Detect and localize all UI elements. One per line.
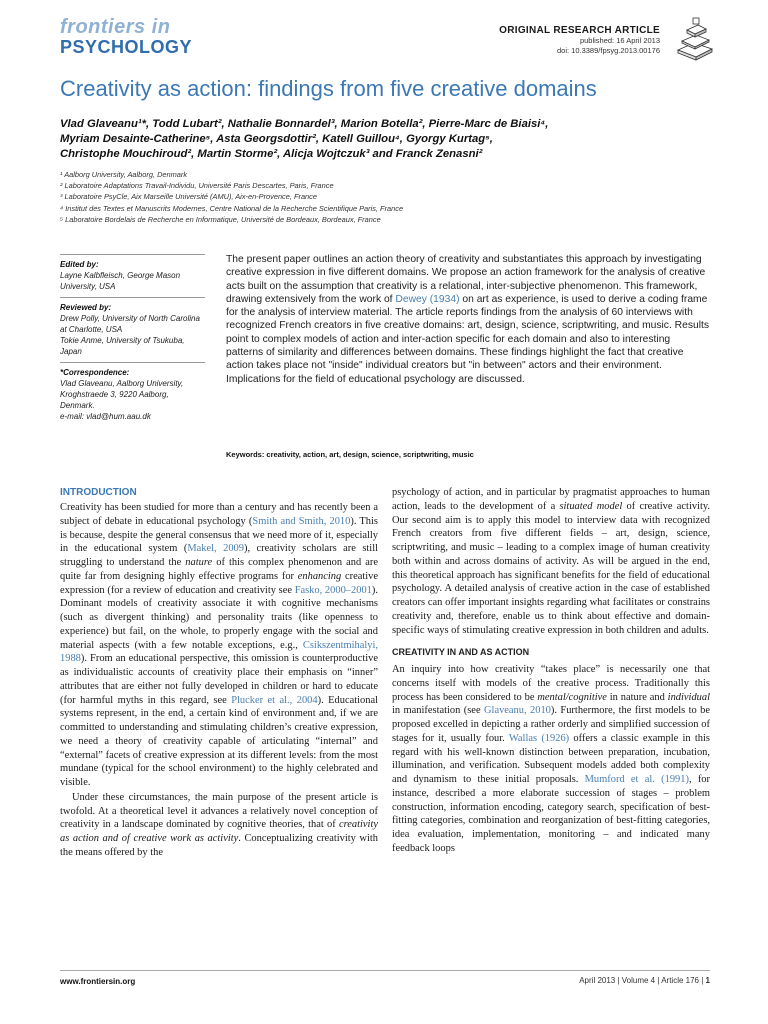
affiliation-item: ⁴ Institut des Textes et Manuscrits Modernes, Centre National de la Recherche Scientifique Paris, France: [60, 203, 404, 213]
abstract: [226, 253, 710, 386]
divider: [60, 254, 205, 255]
journal-logo[interactable]: [60, 17, 192, 56]
body-column-left: [60, 501, 378, 860]
divider: [60, 297, 205, 298]
section-heading-introduction: INTRODUCTION: [60, 487, 137, 498]
body-text: . Conceptualizing creativity with the means offered by the: [60, 833, 378, 858]
reviewer-name: Drew Polly, University of North Carolina at Charlotte, USA: [60, 314, 200, 334]
affiliation-item: ¹ Aalborg University, Aalborg, Denmark: [60, 170, 188, 179]
frontiers-stack-icon: [672, 16, 716, 62]
article-meta: [499, 25, 660, 56]
body-text: ). Furthermore, the first models to be proposed excelled in depicting a rather orderly and simplified succession of stages for it, usually four.: [392, 705, 710, 744]
body-text: ). Educational systems represent, in the end, a certain kind of environment and, if we are committed to understanding and stimulating children’s creative expression, we need a theory of creativity capable of articulating “internal” and “external” facets of creative expression at its different levels: from the most mundane (typical for the school environment) to the highly celebrated and visible.: [60, 694, 378, 788]
paragraph: [60, 791, 378, 860]
body-text: ). This is because, despite the general consensus that we need more of it, especially in the educational system (: [60, 515, 378, 555]
emphasis: creativity as action and of creative work as activity: [60, 819, 378, 844]
affiliation-item: ³ Laboratoire PsyCle, Aix Marseille Université (AMU), Aix-en-Provence, France: [60, 192, 317, 202]
editor-name: Layne Kalbfleisch, George Mason University, USA: [60, 270, 181, 291]
journal-name-line2: PSYCHOLOGY: [60, 37, 193, 57]
emphasis: situated model: [559, 500, 623, 512]
emphasis: nature: [185, 557, 213, 568]
body-text: psychology of action, and in particular by pragmatist approaches to human action, leads to the development of a: [392, 487, 710, 512]
footer-divider: [60, 970, 710, 971]
author-line[interactable]: Vlad Glaveanu¹*, Todd Lubart², Nathalie Bonnardel³, Marion Botella², Pierre-Marc de Biaisi⁴,: [60, 118, 549, 130]
subsection-heading: CREATIVITY IN AND AS ACTION: [392, 647, 530, 658]
body-text: Under these circumstances, the main purpose of the present article is twofold. At a theoretical level it advances a relatively novel conception of creativity in a landscape dominated by cognitive theories, that of: [60, 791, 378, 831]
journal-name-line1: frontiers in: [60, 16, 171, 38]
divider: [60, 362, 205, 363]
paragraph: [392, 663, 710, 856]
abstract-text: The present paper outlines an action theory of creativity and substantiates this approach by investigating creative expression in five different domains. We propose an action framework for the analysis of creative acts built on the assumption that creativity is a relational, inter-subjective phenomenon. This framework, drawing extensively from the work of: [226, 254, 706, 305]
body-text: An inquiry into how creativity “takes place” is necessarily one that concerns itself with models of the creative process. Traditionally this process has been considered to be: [392, 664, 710, 703]
correspondence-label: *Correspondence:: [60, 368, 130, 378]
abstract-text: on art as experience, is used to derive a coding frame for the analysis of interview material. The article reports findings from the analysis of 60 interviews with recognized French creators in five creative domains: art, design, science, scriptwriting, and music. Results point to complex models of action and inter-action specific for each domain and also to interesting patterns of similarity and differences between domains. These findings highlight the fact that creative action takes place not "inside" individual creators but "in between" actors and their environment. Implications for the field of educational psychology are discussed.: [226, 293, 710, 385]
correspondence-address: Vlad Glaveanu, Aalborg University, Kroghstraede 3, 9220 Aalborg, Denmark.: [60, 379, 184, 410]
emphasis: mental/cognitive: [537, 691, 607, 703]
citation-link[interactable]: Mumford et al. (1991): [584, 774, 689, 785]
body-text: ). From an educational perspective, this omission is counterproductive as individualistic accounts of creativity place their emphasis on “inner” attributes that are either not fully developed in children or hard to educate (for harmful myths in this regard, see: [60, 653, 378, 706]
edited-by-label: Edited by:: [60, 260, 99, 269]
editorial-sidebar: [60, 254, 205, 422]
body-text: creative expression (for a review of education and creativity see: [60, 570, 378, 596]
citation-link[interactable]: Smith and Smith, 2010: [252, 515, 351, 527]
reviewed-by-label: Reviewed by:: [60, 303, 112, 313]
issue-info: April 2013 | Volume 4 | Article 176 |: [579, 976, 704, 985]
footer-issue-info: [579, 976, 710, 985]
citation-link[interactable]: Makel, 2009: [187, 543, 244, 555]
article-type: ORIGINAL RESEARCH ARTICLE: [499, 25, 660, 36]
affiliation-list: [60, 169, 680, 225]
body-text: ), creativity scholars are still struggling to understand the: [60, 543, 378, 568]
reviewer-name: Tokie Anme, University of Tsukuba, Japan: [60, 335, 185, 356]
author-line[interactable]: Myriam Desainte-Catherine⁵, Asta Georgsdottir², Katell Guillou⁴, Gyorgy Kurtag⁵,: [60, 133, 493, 145]
published-date: published: 16 April 2013: [579, 36, 660, 45]
body-text: in nature and: [606, 691, 668, 703]
citation-link[interactable]: Fasko, 2000–2001: [294, 584, 372, 596]
citation-link[interactable]: Glaveanu, 2010: [484, 705, 551, 717]
emphasis: enhancing: [297, 570, 342, 582]
author-line[interactable]: Christophe Mouchiroud², Martin Storme², Alicja Wojtczuk³ and Franck Zenasni²: [60, 148, 483, 160]
emphasis: individual: [667, 691, 710, 703]
footer-url[interactable]: www.frontiersin.org: [60, 977, 136, 986]
body-column-right: [392, 486, 710, 856]
keywords: Keywords: creativity, action, art, design, science, scriptwriting, music: [226, 450, 474, 459]
article-title: Creativity as action: findings from five creative domains: [60, 76, 597, 101]
body-text: , for instance, described a more elaborate succession of stages – problem construction, information encoding, category search, specification of best-fitting categories, combination and reorganization of best-fitting categories, idea evaluation, implementation, monitoring – and indicated many feedback loops: [392, 774, 710, 854]
correspondence-email[interactable]: e-mail: vlad@hum.aau.dk: [60, 411, 151, 421]
page-number: 1: [705, 976, 710, 985]
citation-link[interactable]: Plucker et al., 2004: [231, 694, 318, 706]
citation-link[interactable]: Dewey (1934): [395, 293, 460, 305]
citation-link[interactable]: Csikszentmihalyi, 1988: [60, 639, 378, 665]
body-text: ). Dominant models of creativity associate it with cognitive mechanisms (such as divergent thinking) and personality traits (like openness to experience) but fail, on the whole, to properly engage with the social and material aspects (with a few notable exceptions, e.g.,: [60, 584, 378, 651]
doi[interactable]: doi: 10.3389/fpsyg.2013.00176: [556, 46, 660, 55]
paragraph: [60, 501, 378, 790]
paragraph: [392, 486, 710, 637]
body-text: offers a classic example in this regard with his well-known distinction between preparation, incubation, illumination, and verification. Subsequent models added both complexity and dynamism to these initial proposals.: [392, 732, 710, 785]
body-text: of this complex phenomenon and are quite far from designing highly effective programs for: [60, 557, 379, 582]
citation-link[interactable]: Wallas (1926): [508, 732, 570, 744]
body-text: in manifestation (see: [392, 705, 484, 717]
affiliation-item: ⁵ Laboratoire Bordelais de Recherche en Informatique, Université de Bordeaux, Bordeaux, France: [60, 214, 381, 224]
body-text: of creative activity. Our second aim is to apply this model to interview data with recognized French creators from five different fields – art, design, science, scriptwriting, and music – leading to a complex image of human creativity both within and across domains of activity. As will be argued in the end, this theoretical approach has significant benefits for the field of educational psychology. A detailed analysis of creative action in the case of established creators can offer important insights regarding what facilitates or constrains creativity and, therefore, enable us to think about effective and domain-specific ways of stimulating creative expression in both children and adults.: [392, 500, 711, 636]
body-text: Creativity has been studied for more than a century and has recently been a subject of debate in educational psychology (: [60, 502, 378, 527]
affiliation-item: ² Laboratoire Adaptations Travail-Individu, Université Paris Descartes, Paris, France: [60, 181, 334, 191]
author-list: [60, 117, 700, 162]
